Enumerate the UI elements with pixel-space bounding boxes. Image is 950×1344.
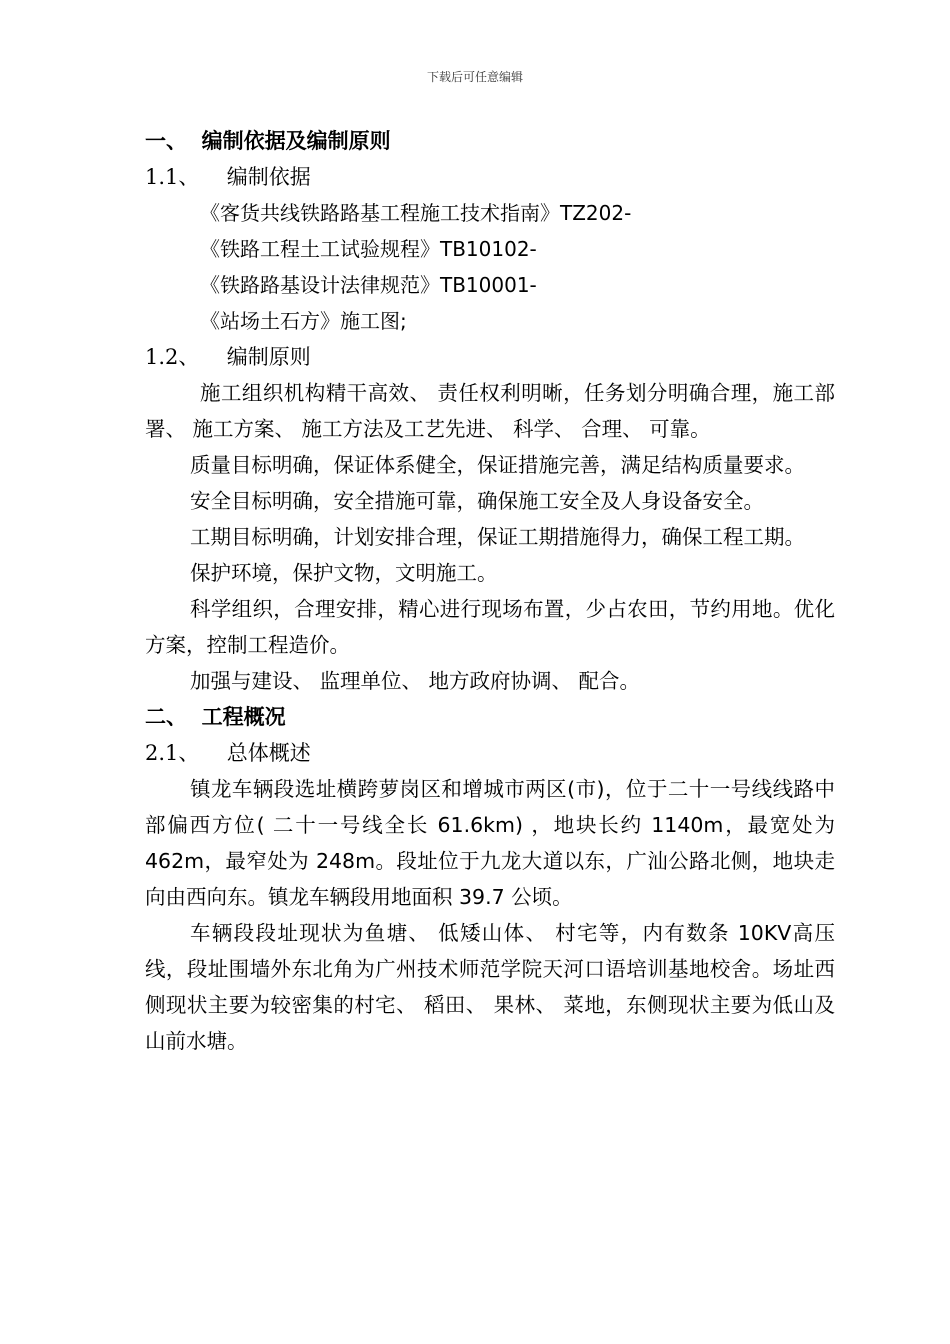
principle-paragraph: 加强与建设、 监理单位、 地方政府协调、 配合。 xyxy=(190,669,641,693)
section-2-title: 二、 工程概况 xyxy=(145,705,286,729)
section-1-2-number: 1.2、 xyxy=(145,345,200,369)
reference-item: 《站场土石方》施工图; xyxy=(200,309,407,333)
principle-paragraph: 保护环境，保护文物，文明施工。 xyxy=(190,561,498,585)
section-2-1-title: 总体概述 xyxy=(226,741,311,765)
section-2-1-heading xyxy=(145,735,835,771)
principle-paragraph: 安全目标明确，安全措施可靠，确保施工安全及人身设备安全。 xyxy=(190,489,764,513)
principle-paragraph: 施工组织机构精干高效、 责任权利明晰，任务划分明确合理，施工部署、 施工方案、 施工方法及工艺先进、 科学、 合理、 可靠。 xyxy=(145,381,835,441)
section-1-2-heading xyxy=(145,339,835,375)
overview-paragraph: 车辆段段址现状为鱼塘、 低矮山体、 村宅等，内有数条 10KV高压线，段址围墙外东北角为广州技术师范学院天河口语培训基地校舍。场址西侧现状主要为较密集的村宅、 稻田、 果林、 菜地，东侧现状主要为低山及山前水塘。 xyxy=(145,921,835,1053)
section-1-2-title: 编制原则 xyxy=(226,345,311,369)
section-2-1-number: 2.1、 xyxy=(145,741,200,765)
principle-paragraph: 质量目标明确，保证体系健全，保证措施完善，满足结构质量要求。 xyxy=(190,453,805,477)
reference-item: 《铁路工程土工试验规程》TB10102- xyxy=(200,237,537,261)
reference-item: 《铁路路基设计法律规范》TB10001- xyxy=(200,273,537,297)
principle-paragraph: 科学组织，合理安排，精心进行现场布置，少占农田，节约用地。优化方案，控制工程造价。 xyxy=(145,597,835,657)
reference-item: 《客货共线铁路路基工程施工技术指南》TZ202- xyxy=(200,201,632,225)
section-1-1-title: 编制依据 xyxy=(226,165,311,189)
principle-paragraph: 工期目标明确，计划安排合理，保证工期措施得力，确保工程工期。 xyxy=(190,525,805,549)
document-body xyxy=(145,123,835,1059)
overview-paragraph: 镇龙车辆段选址横跨萝岗区和增城市两区(市)，位于二十一号线线路中部偏西方位( 二十一号线全长 61.6km) ，地块长约 1140m，最宽处为 462m，最窄处为 248m。段址位于九龙大道以东，广汕公路北侧，地块走向由西向东。镇龙车辆段用地面积 39.7 公顷。 xyxy=(145,777,835,909)
page-header: 下载后可任意编辑 xyxy=(426,70,523,84)
section-1-1-number: 1.1、 xyxy=(145,165,200,189)
section-1-1-heading xyxy=(145,159,835,195)
section-1-title: 一、 编制依据及编制原则 xyxy=(145,129,391,153)
